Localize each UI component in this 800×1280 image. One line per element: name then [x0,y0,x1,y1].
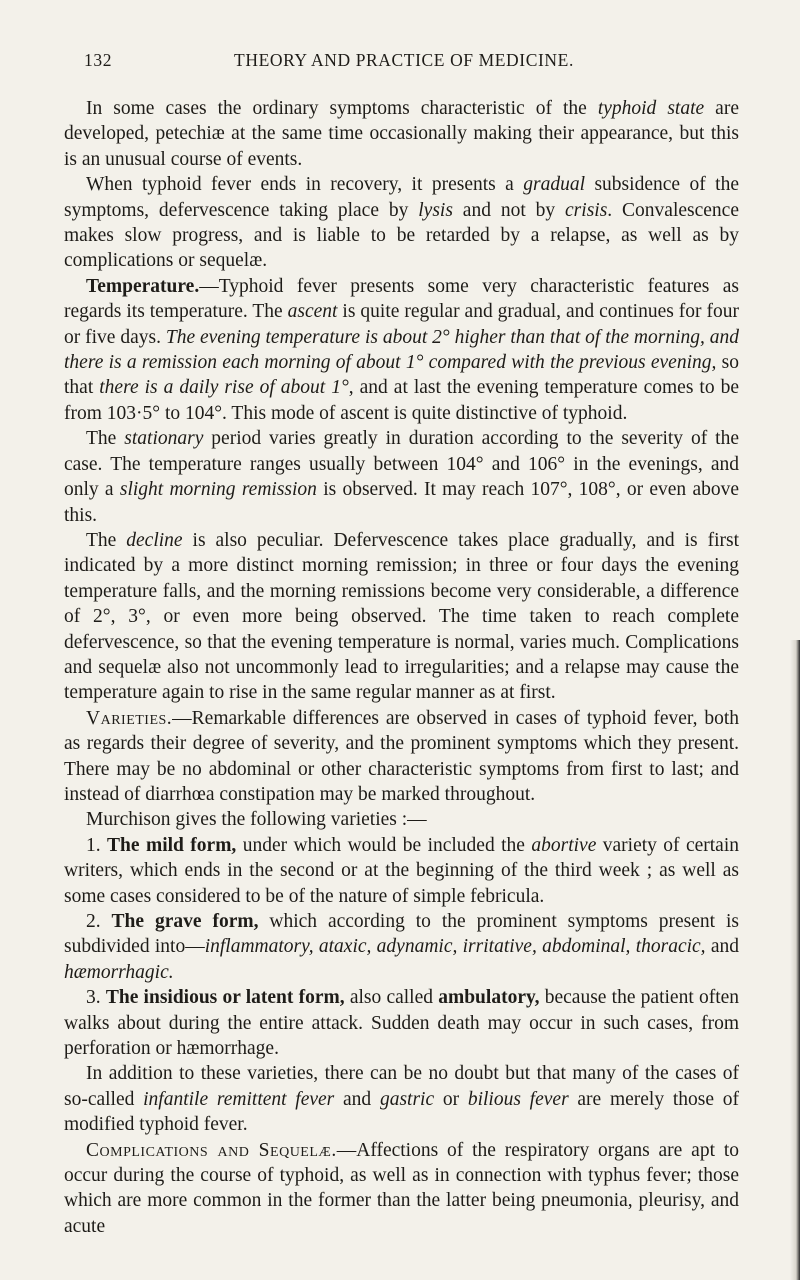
section-heading-complications: Complications and Sequelæ. [86,1139,337,1161]
page-edge-shadow [790,640,800,1280]
paragraph-temperature: Temperature.—Typhoid fever presents some very characteristic features as regards its temperature. The ascent is quite regular and gradual, and continues for four or five days. The evening temperature is about 2° higher than that of the morning, and there is a remission each morning of about 1° compared with the previous evening, so that there is a daily rise of about 1°, and at last the evening temperature comes to be from 103·5° to 104°. This mode of ascent is quite distinctive of typhoid. [64,275,740,424]
paragraph-recovery: When typhoid fever ends in recovery, it presents a gradual subsidence of the symptoms, defervescence taking place by lysis and not by crisis. Convalescence makes slow progress, and is liable to be retarded by a relapse, as well as by complications or sequelæ. [64,174,739,272]
list-item-insidious-form: 3. The insidious or latent form, also called ambulatory, because the patient often walks about during the entire attack. Sudden death may occur in such cases, from perforation or hæmorrhage. [64,987,740,1060]
paragraph-additional-varieties: In addition to these varieties, there can be no doubt but that many of the cases of so-called infantile remittent fever and gastric or bilious fever are merely those of modified typhoid fever. [64,1063,739,1136]
paragraph-varieties: Varieties.—Remarkable differences are observed in cases of typhoid fever, both as regards their degree of severity, and the prominent symptoms which they present. There may be no abdominal or other characteristic symptoms from first to last; and instead of diarrhœa constipation may be marked throughout. [64,707,739,805]
paragraph-stationary: The stationary period varies greatly in duration according to the severity of the case. The temperature ranges usually between 104° and 106° in the evenings, and only a slight morning remission is observed. It may reach 107°, 108°, or even above this. [64,428,739,526]
paragraph-complications: Complications and Sequelæ.—Affections of the respiratory organs are apt to occur during the course of typhoid, as well as in connection with typhus fever; those which are more common in the former than the latter being pneumonia, pleurisy, and acute [64,1139,739,1237]
page-body [64,96,739,1239]
list-item-grave-form: 2. The grave form, which according to the prominent symptoms present is subdivided into—inflammatory, ataxic, adynamic, irritative, abdominal, thoracic, and hæmorrhagic. [64,911,740,983]
paragraph-decline: The decline is also peculiar. Defervescence takes place gradually, and is first indicated by a more distinct morning remission; in three or four days the evening temperature falls, and the morning remissions become very considerable, a difference of 2°, 3°, or even more being observed. The time taken to reach complete defervescence, so that the evening temperature is normal, varies much. Complications and sequelæ also not uncommonly lead to irregularities; and a relapse may cause the temperature again to rise in the same regular manner as at first. [64,529,739,704]
section-heading-temperature: Temperature. [86,275,200,297]
paragraph-typhoid-state: In some cases the ordinary symptoms characteristic of the typhoid state are developed, petechiæ at the same time occasionally making their appearance, but this is an unusual course of events. [64,98,739,170]
running-header [84,50,724,76]
section-heading-varieties: Varieties. [86,707,173,729]
paragraph-murchison: Murchison gives the following varieties :— [86,809,427,831]
list-item-mild-form: 1. The mild form, under which would be included the abortive variety of certain writers, which ends in the second or at the beginning of the third week ; as well as some cases considered to be of the nature of simple febricula. [64,834,739,907]
running-title: THEORY AND PRACTICE OF MEDICINE. [234,50,574,70]
page-number: 132 [84,50,113,70]
